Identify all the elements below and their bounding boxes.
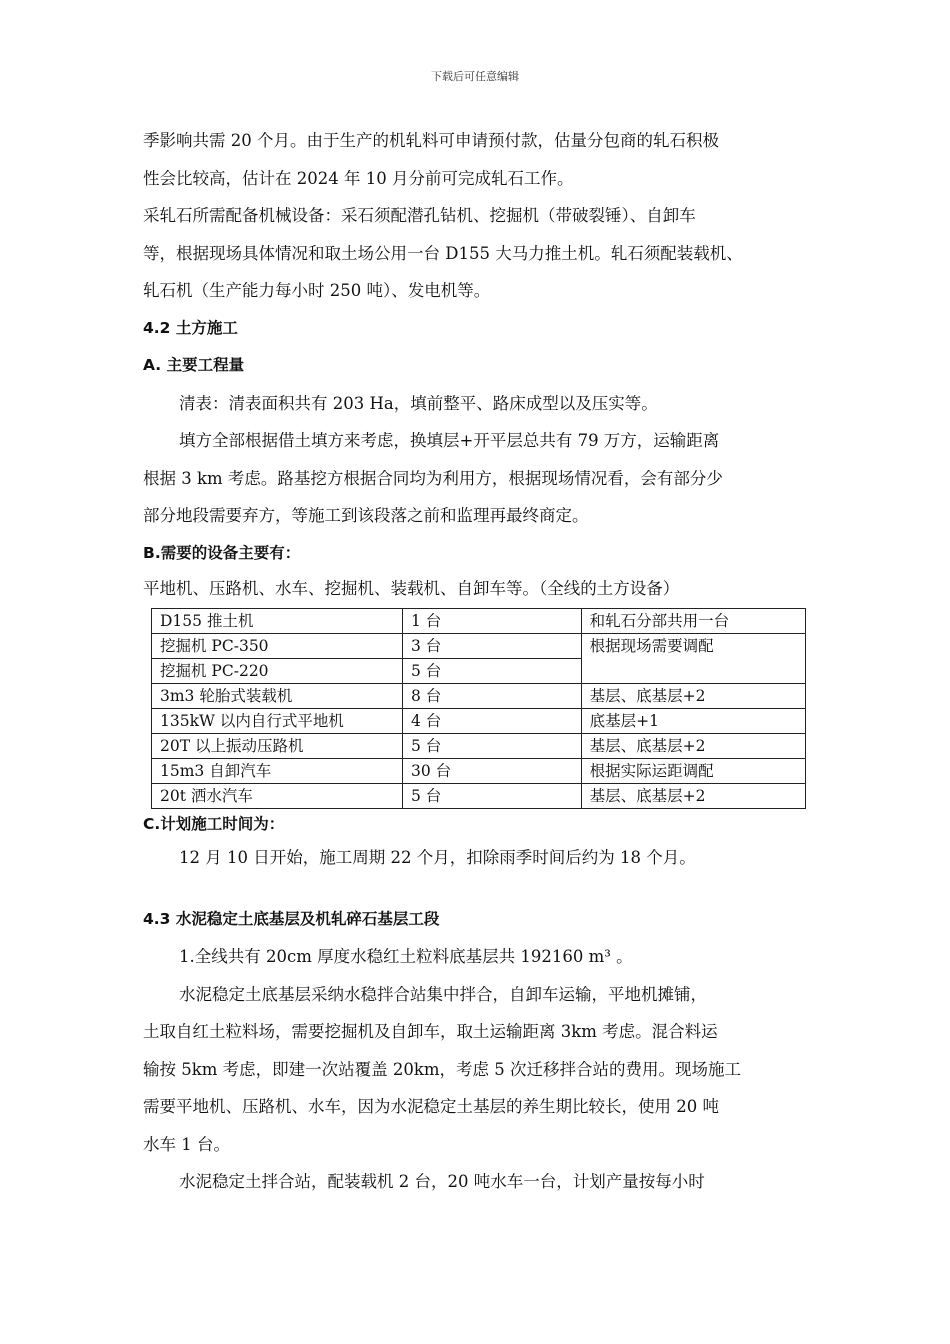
- equipment-name: 挖掘机 PC-350: [152, 634, 403, 659]
- equipment-name: 挖掘机 PC-220: [152, 659, 403, 684]
- table-row: [152, 609, 806, 634]
- equipment-qty: 5 台: [402, 734, 581, 759]
- paragraph-line: 水车 1 台。: [143, 1134, 230, 1154]
- section-heading-4-3: 4.3 水泥稳定土底基层及机轧碎石基层工段: [143, 909, 440, 928]
- equipment-note: 根据实际运距调配: [581, 759, 805, 784]
- blank-line: [143, 877, 823, 901]
- paragraph-line: 1.全线共有 20cm 厚度水稳红土粒料底基层共 192160 m³ 。: [179, 947, 633, 966]
- table-row: [152, 684, 806, 709]
- table-row: [152, 784, 806, 809]
- table-row: [152, 709, 806, 734]
- paragraph-line: 12 月 10 日开始，施工周期 22 个月，扣除雨季时间后约为 18 个月。: [179, 848, 696, 867]
- equipment-note: 基层、底基层+2: [581, 784, 805, 809]
- equipment-note: 基层、底基层+2: [581, 684, 805, 709]
- equipment-qty: 5 台: [402, 784, 581, 809]
- table-row: [152, 759, 806, 784]
- equipment-note: 基层、底基层+2: [581, 734, 805, 759]
- paragraph-line: 土取自红土粒料场，需要挖掘机及自卸车，取土运输距离 3km 考虑。混合料运: [143, 1022, 718, 1041]
- intro-line: 轧石机（生产能力每小时 250 吨）、发电机等。: [143, 281, 491, 300]
- equipment-note: 和轧石分部共用一台: [581, 609, 805, 634]
- subheading-c: C.计划施工时间为：: [143, 815, 285, 833]
- equipment-name: D155 推土机: [152, 609, 403, 634]
- paragraph-line: 填方全部根据借土填方来考虑，换填层+开平层总共有 79 万方，运输距离: [179, 431, 720, 450]
- paragraph-line: 根据 3 km 考虑。路基挖方根据合同均为利用方，根据现场情况看，会有部分少: [143, 468, 723, 488]
- equipment-name: 20t 洒水汽车: [152, 784, 403, 809]
- section-heading-4-2: 4.2 土方施工: [143, 318, 238, 337]
- equipment-table: [151, 608, 806, 809]
- table-row: [152, 634, 806, 659]
- paragraph-line: 输按 5km 考虑，即建一次站覆盖 20km，考虑 5 次迁移拌合站的费用。现场施工: [143, 1059, 742, 1079]
- paragraph-line: 部分地段需要弃方，等施工到该段落之前和监理再最终商定。: [143, 506, 589, 525]
- intro-line: 性会比较高，估计在 2024 年 10 月分前可完成轧石工作。: [143, 168, 574, 188]
- paragraph-line: 平地机、压路机、水车、挖掘机、装载机、自卸车等。（全线的土方设备）: [143, 579, 680, 598]
- equipment-qty: 30 台: [402, 759, 581, 784]
- equipment-qty: 1 台: [402, 609, 581, 634]
- intro-line: 采轧石所需配备机械设备：采石须配潜孔钻机、挖掘机（带破裂锤）、自卸车: [143, 206, 696, 225]
- equipment-name: 15m3 自卸汽车: [152, 759, 403, 784]
- equipment-name: 20T 以上振动压路机: [152, 734, 403, 759]
- equipment-qty: 5 台: [402, 659, 581, 684]
- paragraph-line: 需要平地机、压路机、水车，因为水泥稳定土基层的养生期比较长，使用 20 吨: [143, 1097, 719, 1116]
- equipment-name: 135kW 以内自行式平地机: [152, 709, 403, 734]
- document-body: [143, 122, 823, 1201]
- equipment-note: 底基层+1: [581, 709, 805, 734]
- paragraph-line: 清表：清表面积共有 203 Ha，填前整平、路床成型以及压实等。: [179, 393, 658, 413]
- equipment-name: 3m3 轮胎式装载机: [152, 684, 403, 709]
- paragraph-line: 水泥稳定土底基层采纳水稳拌合站集中拌合，自卸车运输，平地机摊铺，: [179, 984, 707, 1004]
- page-header: 下载后可任意编辑: [431, 70, 519, 83]
- equipment-qty: 3 台: [402, 634, 581, 659]
- equipment-note: 根据现场需要调配: [581, 634, 805, 684]
- intro-line: 等，根据现场具体情况和取土场公用一台 D155 大马力推土机。轧石须配装载机、: [143, 243, 743, 263]
- table-row: [152, 734, 806, 759]
- subheading-b: B.需要的设备主要有：: [143, 543, 301, 562]
- equipment-qty: 8 台: [402, 684, 581, 709]
- subheading-a: A. 主要工程量: [143, 356, 245, 374]
- paragraph-line: 水泥稳定土拌合站，配装载机 2 台，20 吨水车一台，计划产量按每小时: [179, 1172, 705, 1191]
- intro-line: 季影响共需 20 个月。由于生产的机轧料可申请预付款，估量分包商的轧石积极: [143, 131, 719, 150]
- equipment-qty: 4 台: [402, 709, 581, 734]
